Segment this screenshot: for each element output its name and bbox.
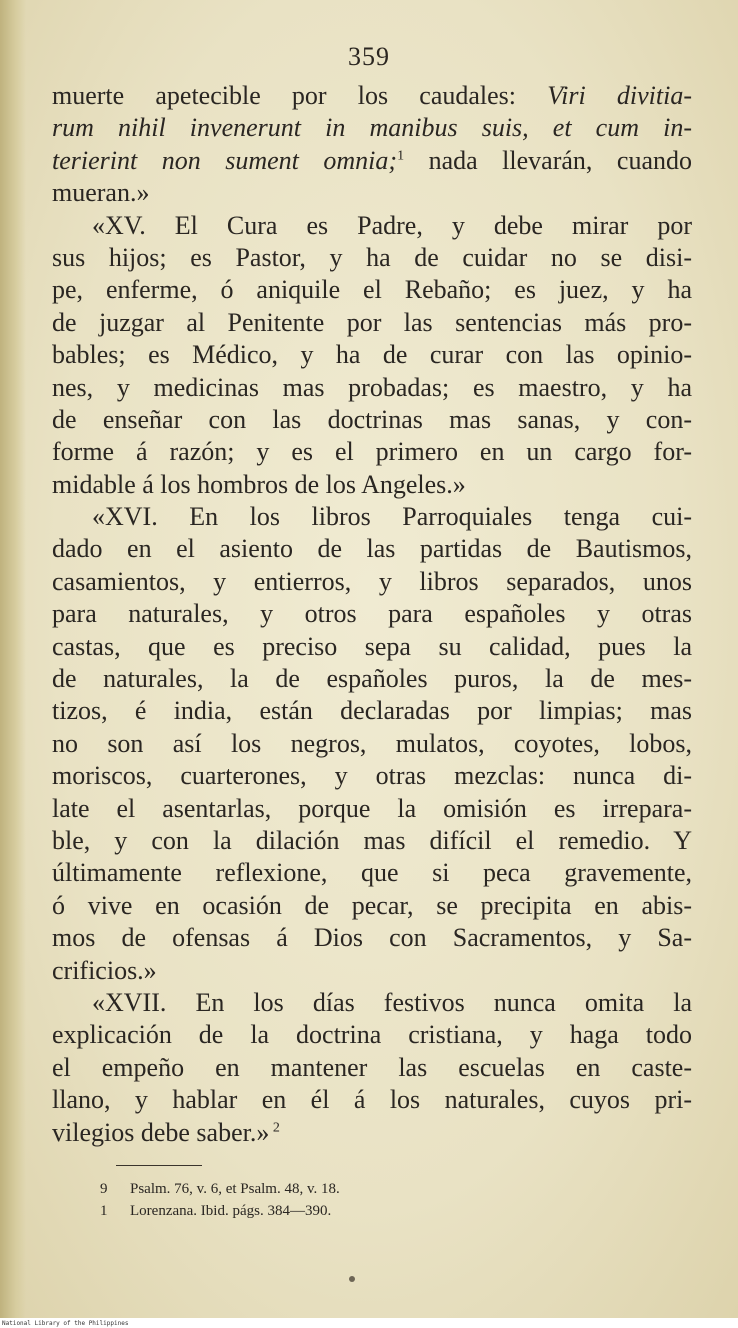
- text-line: [52, 404, 692, 436]
- text-segment: de naturales, la de españoles puros, la de mes-: [52, 664, 692, 694]
- footnote-number: 1: [100, 1203, 108, 1219]
- latin-quote: rum nihil invenerunt in manibus suis, et cum in-: [52, 113, 692, 143]
- footnote-marker: 2: [269, 1119, 280, 1135]
- text-segment: explicación de la doctrina cristiana, y haga todo: [52, 1020, 692, 1050]
- page-mark: [349, 1276, 355, 1282]
- text-segment: mos de ofensas á Dios con Sacramentos, y Sa-: [52, 923, 692, 953]
- footnote-text: Psalm. 76, v. 6, et Psalm. 48, v. 18.: [130, 1181, 340, 1197]
- footnote: [100, 1200, 520, 1222]
- text-line: [52, 760, 692, 792]
- page-spine-shadow: [0, 0, 26, 1318]
- text-segment: forme á razón; y es el primero en un cargo for-: [52, 437, 692, 467]
- text-segment: muerte apetecible por los caudales:: [52, 81, 548, 110]
- text-line: [52, 598, 692, 630]
- text-line: [52, 469, 692, 501]
- text-segment: no son así los negros, mulatos, coyotes, lobos,: [52, 728, 692, 758]
- text-segment: crificios.»: [52, 955, 157, 985]
- text-segment: ble, y con la dilación mas difícil el remedio. Y: [52, 825, 692, 855]
- text-line: [52, 436, 692, 468]
- body-text: [52, 80, 692, 1149]
- text-line: [52, 533, 692, 565]
- text-segment: moriscos, cuarterones, y otras mezclas: nunca di-: [52, 761, 692, 791]
- text-segment: pe, enferme, ó aniquile el Rebaño; es juez, y ha: [52, 275, 692, 305]
- latin-quote: Viri divitia-: [547, 81, 692, 110]
- text-line: [52, 307, 692, 339]
- text-segment: de juzgar al Penitente por las sentencias más pro-: [52, 307, 692, 337]
- text-line: [52, 793, 692, 825]
- footnote-number: 9: [100, 1181, 108, 1197]
- text-segment: nes, y medicinas mas probadas; es maestro, y ha: [52, 372, 692, 402]
- text-line: [52, 857, 692, 889]
- footnote-text: Lorenzana. Ibid. págs. 384—390.: [130, 1203, 332, 1219]
- text-line: [52, 242, 692, 274]
- text-segment: «XV. El Cura es Padre, y debe mirar por: [92, 210, 692, 240]
- text-segment: llano, y hablar en él á los naturales, cuyos pri-: [52, 1085, 692, 1115]
- text-line: [52, 1019, 692, 1051]
- text-segment: castas, que es preciso sepa su calidad, pues la: [52, 631, 692, 661]
- text-line: [52, 987, 692, 1019]
- text-segment: dado en el asiento de las partidas de Bautismos,: [52, 534, 692, 564]
- text-segment: mueran.»: [52, 178, 150, 208]
- text-segment: late el asentarlas, porque la omisión es irrepara-: [52, 793, 692, 823]
- text-line: [52, 663, 692, 695]
- page-number: 359: [348, 42, 390, 71]
- library-credit: National Library of the Philippines: [0, 1319, 738, 1328]
- text-segment: casamientos, y entierros, y libros separados, unos: [52, 566, 692, 596]
- text-line: [52, 566, 692, 598]
- text-line: [52, 695, 692, 727]
- text-line: [52, 274, 692, 306]
- text-line: [52, 1052, 692, 1084]
- footnote: [100, 1178, 520, 1200]
- footnotes: [100, 1178, 520, 1222]
- text-line: [52, 145, 692, 177]
- text-segment: midable á los hombros de los Angeles.»: [52, 469, 466, 499]
- text-segment: el empeño en mantener las escuelas en caste-: [52, 1052, 692, 1082]
- text-segment: bables; es Médico, y ha de curar con las opinio-: [52, 340, 692, 370]
- text-line: [52, 177, 692, 209]
- text-line: [52, 1084, 692, 1116]
- text-line: [52, 339, 692, 371]
- text-segment: sus hijos; es Pastor, y ha de cuidar no se disi-: [52, 242, 692, 272]
- text-line: [52, 112, 692, 144]
- text-segment: para naturales, y otros para españoles y otras: [52, 599, 692, 629]
- text-line: [52, 825, 692, 857]
- text-line: [52, 501, 692, 533]
- text-segment: tizos, é india, están declaradas por limpias; mas: [52, 696, 692, 726]
- text-line: [52, 631, 692, 663]
- text-line: [52, 80, 692, 112]
- text-segment: «XVII. En los días festivos nunca omita la: [92, 987, 692, 1017]
- footnote-rule: [116, 1165, 202, 1166]
- text-line: [52, 372, 692, 404]
- text-segment: nada llevarán, cuando: [404, 145, 693, 175]
- text-line: [52, 890, 692, 922]
- text-line: [52, 955, 692, 987]
- latin-quote: terierint non sument omnia;: [52, 145, 398, 175]
- text-line: [52, 210, 692, 242]
- text-segment: vilegios debe saber.»: [52, 1117, 270, 1147]
- footnote-marker: 1: [397, 148, 405, 164]
- text-line: [52, 728, 692, 760]
- text-segment: «XVI. En los libros Parroquiales tenga cui-: [92, 502, 692, 532]
- text-segment: ó vive en ocasión de pecar, se precipita en abis-: [52, 890, 692, 920]
- text-line: [52, 922, 692, 954]
- text-segment: últimamente reflexione, que si peca gravemente,: [52, 858, 692, 888]
- text-line: [52, 1117, 692, 1149]
- text-segment: de enseñar con las doctrinas mas sanas, y con-: [52, 404, 692, 434]
